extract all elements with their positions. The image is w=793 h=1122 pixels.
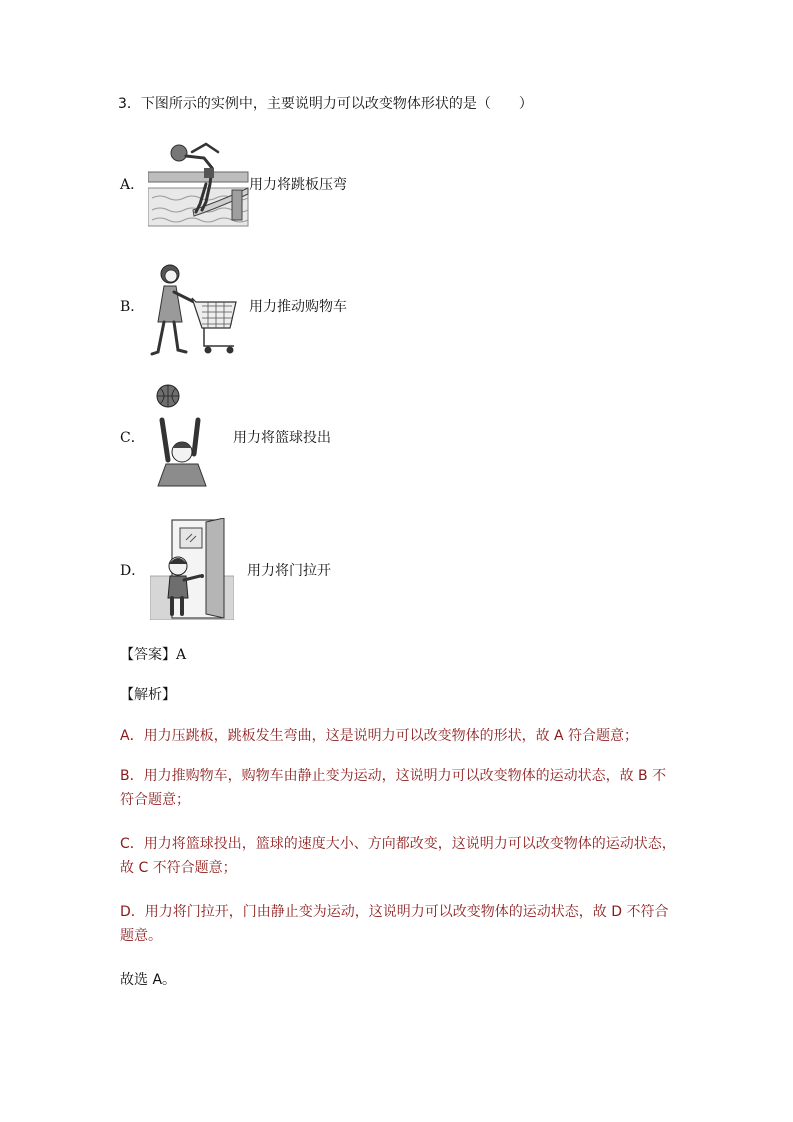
analysis-line-a: A．用力压跳板，跳板发生弯曲，这是说明力可以改变物体的形状，故 A 符合题意； (120, 728, 639, 744)
analysis-line-b: B．用力推购物车，购物车由静止变为运动，这说明力可以改变物体的运动状态，故 B 不符合题意； (120, 768, 667, 808)
answer-value: A (176, 647, 187, 663)
option-d-letter: D． (120, 563, 146, 579)
option-d-text: 用力将门拉开 (247, 563, 331, 579)
conclusion: 故选 A。 (120, 972, 177, 988)
analysis-line-d: D．用力将门拉开，门由静止变为运动，这说明力可以改变物体的运动状态，故 D 不符合题意。 (120, 904, 669, 944)
answer-line (120, 645, 186, 665)
option-b-letter: B． (120, 299, 145, 315)
analysis-line-c: C．用力将篮球投出，篮球的速度大小、方向都改变，这说明力可以改变物体的运动状态，故 C 不符合题意； (120, 836, 676, 876)
answer-label: 【答案】 (120, 647, 176, 663)
basketball-figure (148, 380, 212, 488)
option-a-letter: A． (120, 177, 145, 193)
option-c-letter: C． (120, 430, 145, 446)
question-text: 3．下图所示的实例中，主要说明力可以改变物体形状的是（ ） (118, 96, 533, 112)
shopping-cart-figure (148, 262, 240, 358)
option-b-text: 用力推动购物车 (249, 299, 347, 315)
option-c-text: 用力将篮球投出 (233, 430, 331, 446)
analysis-label: 【解析】 (120, 687, 176, 703)
door-figure (150, 518, 234, 620)
diving-board-figure (148, 138, 250, 228)
option-a-text: 用力将跳板压弯 (249, 177, 347, 193)
